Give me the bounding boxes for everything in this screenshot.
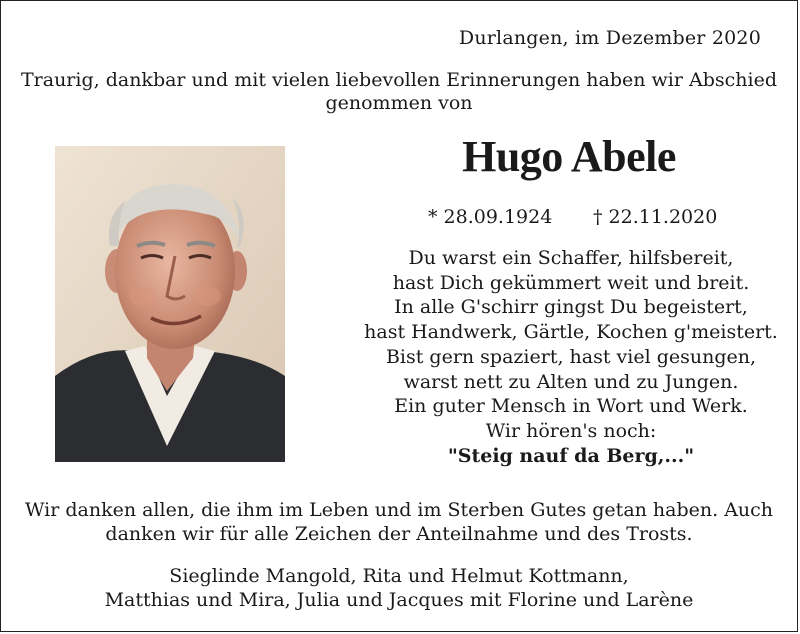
poem-line: warst nett zu Alten und zu Jungen. [403, 370, 739, 393]
poem-quote: "Steig nauf da Berg,..." [447, 444, 695, 467]
intro-line-2: genommen von [325, 92, 473, 114]
signers-line-1: Sieglinde Mangold, Rita und Helmut Kottmann, [169, 565, 629, 587]
intro-line-1: Traurig, dankbar und mit vielen liebevollen Erinnerungen haben wir Abschied [20, 69, 777, 91]
signers-line-2: Matthias und Mira, Julia und Jacques mit Florine und Larène [104, 589, 694, 611]
poem-line: hast Dich gekümmert weit und breit. [392, 271, 750, 294]
thanks-text [1, 498, 797, 546]
intro-text [1, 69, 797, 115]
poem-line: hast Handwerk, Gärtle, Kochen g'meistert. [364, 321, 778, 344]
memorial-poem [361, 246, 781, 468]
deceased-name: Hugo Abele [462, 132, 676, 181]
signers [1, 564, 797, 612]
death-date: † 22.11.2020 [593, 206, 718, 228]
portrait-photo [55, 146, 285, 462]
thanks-line-2: danken wir für alle Zeichen der Anteilnahme und des Trosts. [105, 523, 693, 545]
poem-line: Bist gern spaziert, hast viel gesungen, [385, 345, 757, 368]
poem-line: In alle G'schirr gingst Du begeistert, [394, 296, 748, 319]
birth-date: * 28.09.1924 [428, 206, 553, 228]
poem-line: Wir hören's noch: [485, 419, 657, 442]
thanks-line-1: Wir danken allen, die ihm im Leben und im Sterben Gutes getan haben. Auch [24, 499, 774, 521]
poem-line: Du warst ein Schaffer, hilfsbereit, [408, 247, 734, 269]
poem-line: Ein guter Mensch in Wort und Werk. [394, 395, 748, 418]
date-place: Durlangen, im Dezember 2020 [458, 27, 761, 49]
